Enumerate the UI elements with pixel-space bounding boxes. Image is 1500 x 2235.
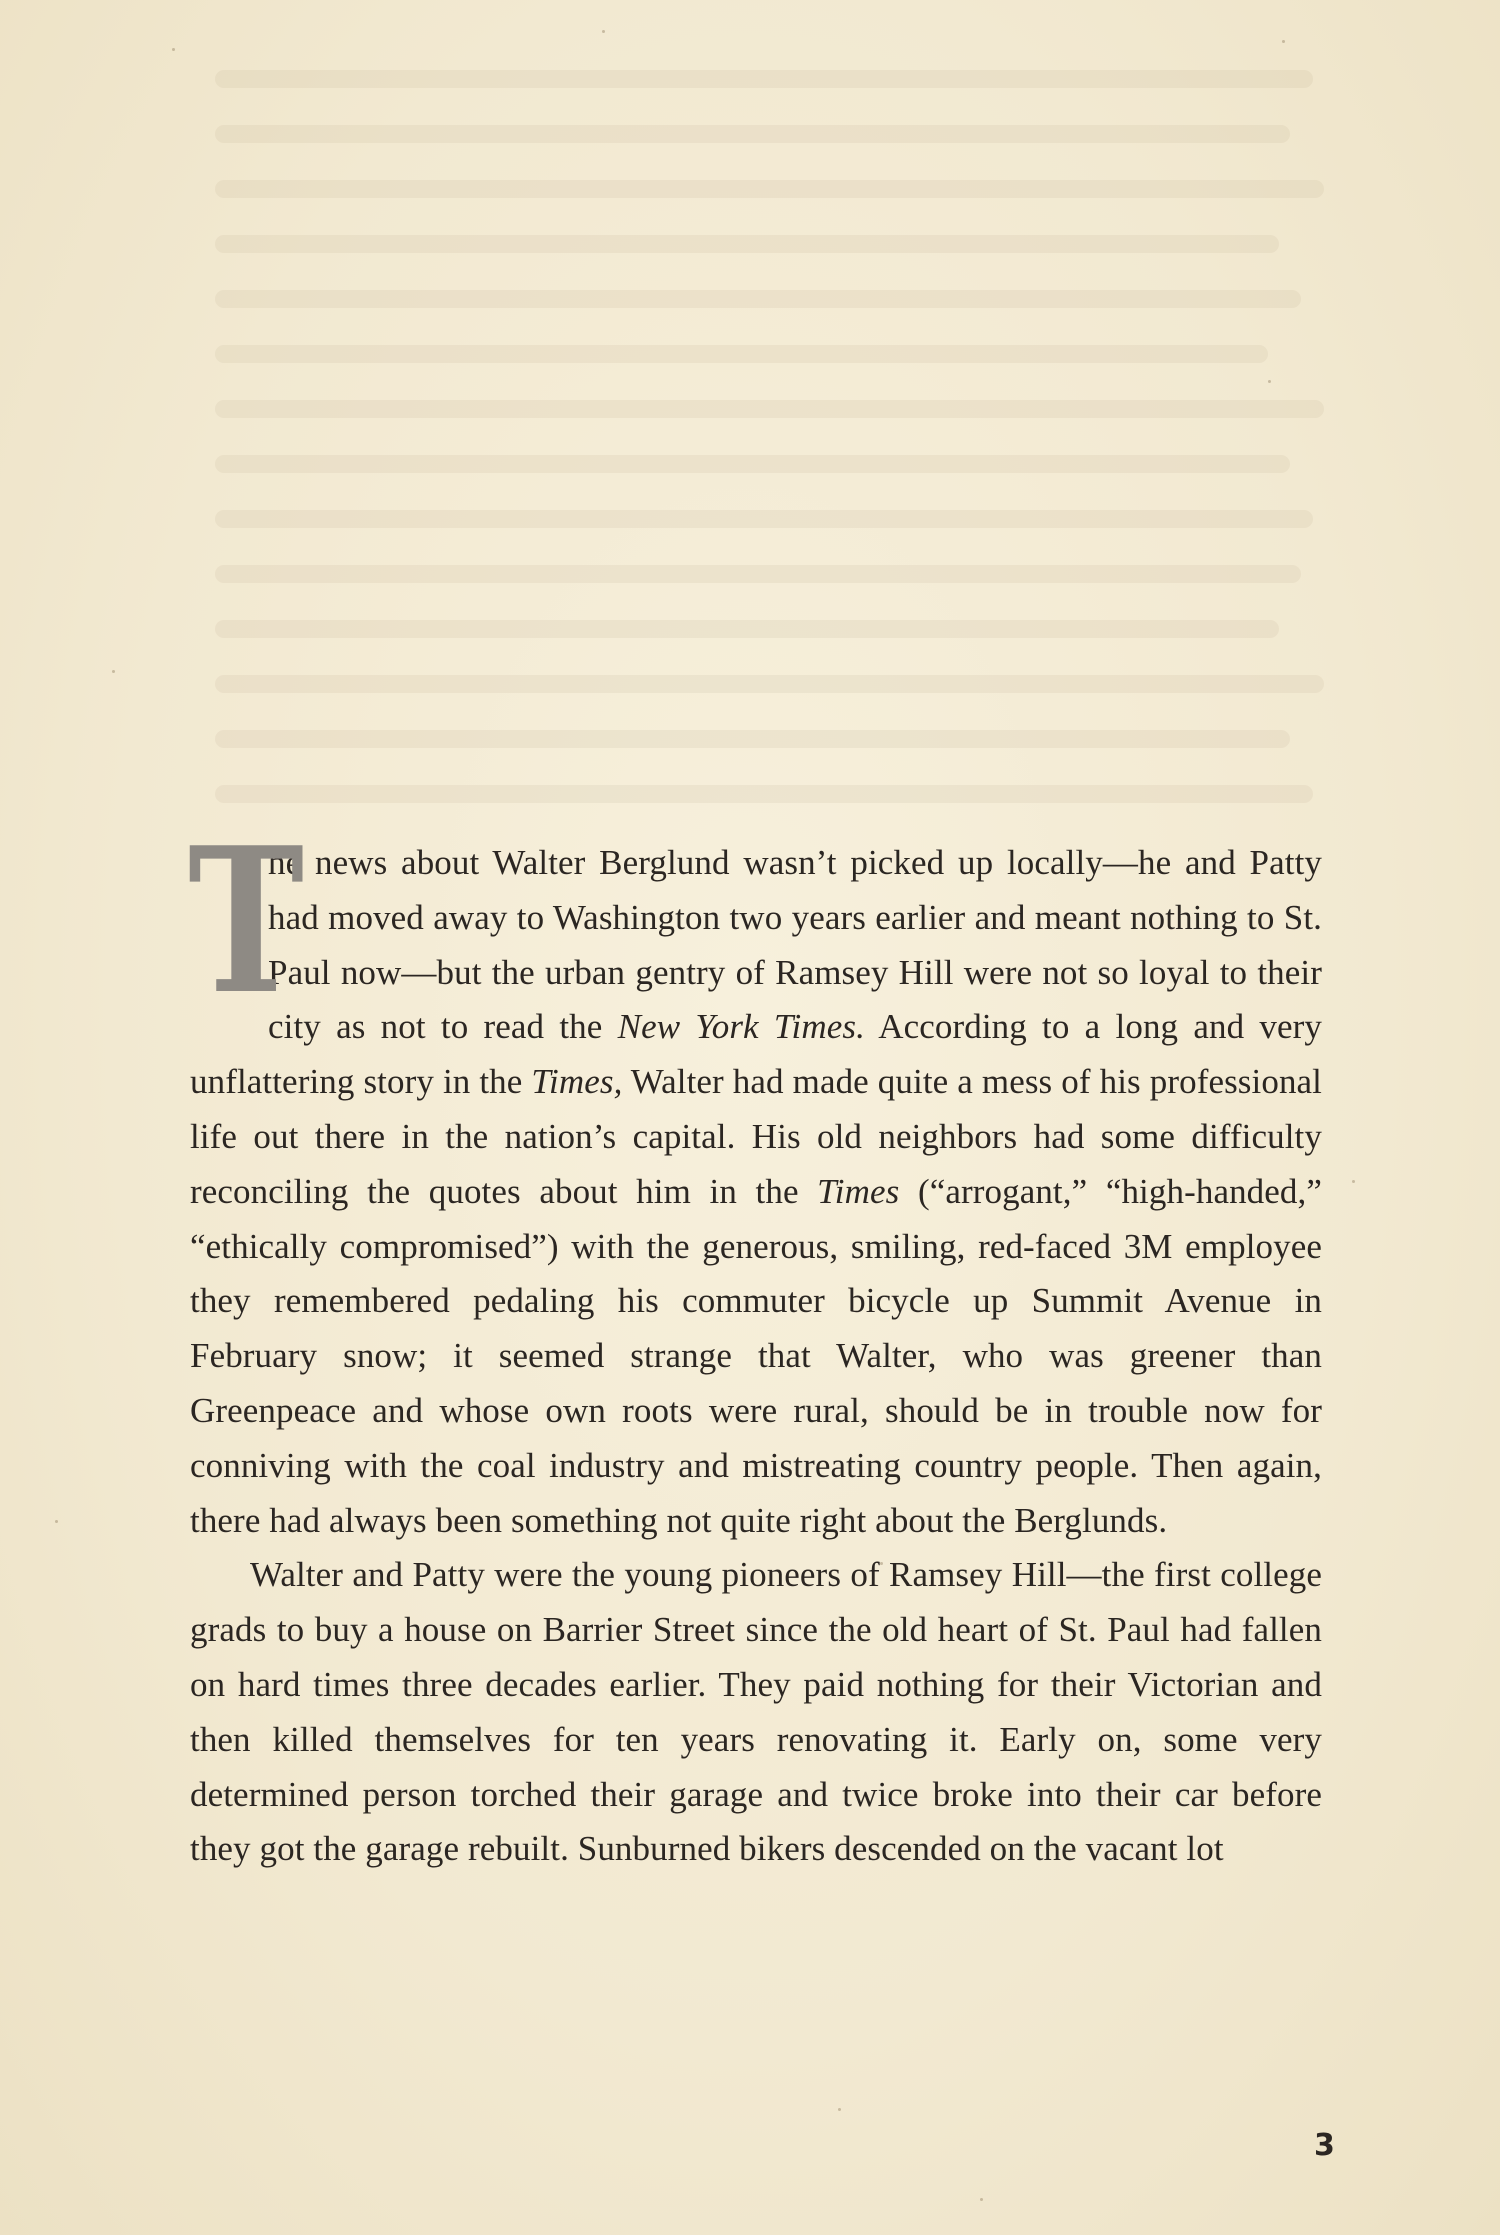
text-segment: Walter had made quite a mess of his professional life out there in the nation’s capital. His old neighbors had some difficulty reconciling the quotes about him in the — [190, 1062, 1323, 1211]
page-number: 3 — [1314, 2128, 1335, 2163]
paragraph-2 — [190, 1548, 1322, 1877]
text-segment: According to a long and very unflattering story in the — [190, 1007, 1322, 1102]
show-through-text — [215, 70, 1335, 850]
drop-cap: T — [188, 804, 305, 1039]
italic-text-segment: Times — [817, 1171, 900, 1211]
italic-text-segment: Times, — [531, 1062, 623, 1102]
italic-text-segment: New York Times. — [617, 1007, 865, 1047]
text-segment: Walter and Patty were the young pioneers of Ramsey Hill—the first college grads to buy a house on Barrier Street since the old heart of St. Paul had fallen on hard times three decades earlier. They paid nothing for their Victorian and then killed themselves for ten years renovating it. Early on, some very determined person torched their garage and twice broke into their car before they got the garage rebuilt. Sunburned bikers descended on the vacant lot — [190, 1555, 1322, 1869]
paragraph-1 — [188, 804, 1323, 1548]
body-text — [188, 804, 1323, 1877]
text-segment: he news about Walter Berglund wasn’t picked up locally—he and Patty had moved away to Washington two years earlier and meant nothing to St. Paul now—but the urban gentry of Ramsey Hill were not so loyal to their city as not to read the — [268, 843, 1322, 1047]
text-segment: (“arrogant,” “high-handed,” “ethically compromised”) with the generous, smiling, red-faced 3M employee they remembered pedaling his commuter bicycle up Summit Avenue in February snow; it seemed strange that Walter, who was greener than Greenpeace and whose own roots were rural, should be in trouble now for conniving with the coal industry and mistreating country people. Then again, there had always been something not quite right about the Berglunds. — [190, 1171, 1322, 1540]
